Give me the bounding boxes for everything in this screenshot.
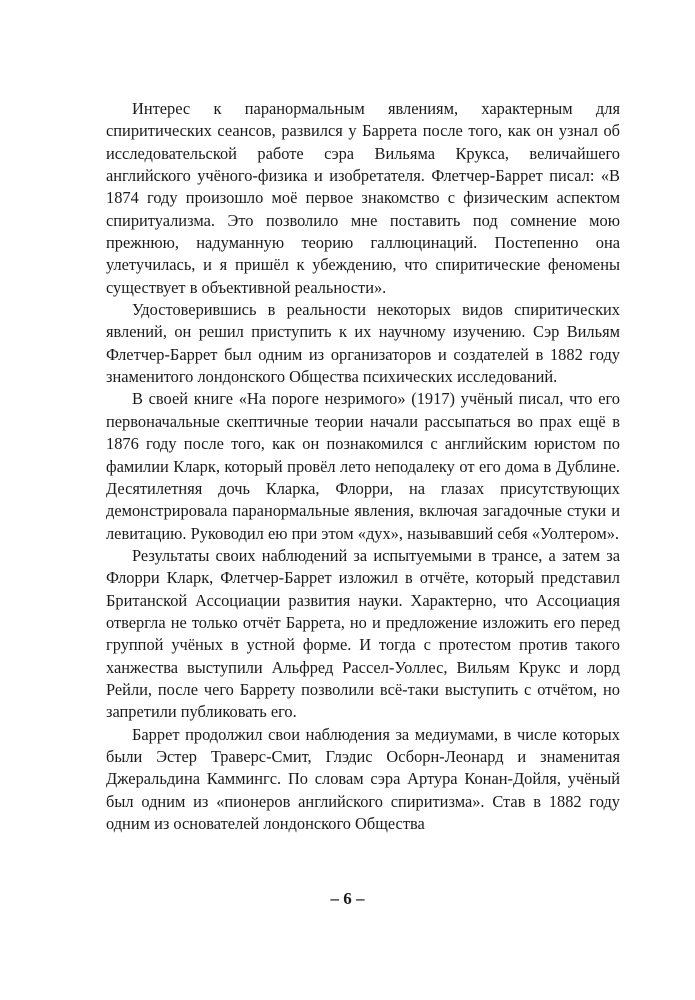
paragraph-4: Результаты своих наблюдений за испытуемыми в трансе, а затем за Флорри Кларк, Флетчер-Баррет изложил в отчёте, который представил Британской Ассоциации развития науки. Характерно, что Ассоциация отвергла не только отчёт Баррета, но и предложение изложить его перед группой учёных в устной форме. И тогда с протестом против такого ханжества выступили Альфред Рассел-Уоллес, Вильям Крукс и лорд Рейли, после чего Баррету позволили всё-таки выступить с отчётом, но запретили публиковать его. <box>106 545 620 722</box>
page-number: – 6 – <box>330 889 365 908</box>
paragraph-1: Интерес к паранормальным явлениям, характерным для спиритических сеансов, развился у Баррета после того, как он узнал об исследовательской работе сэра Вильяма Крукса, величайшего английского учёного-физика и изобретателя. Флетчер-Баррет писал: «В 1874 году произошло моё первое знакомство с физическим аспектом спиритуализма. Это позволило мне поставить под сомнение мою прежнюю, надуманную теорию галлюцинаций. Постепенно она улетучилась, и я пришёл к убеждению, что спиритические феномены существует в объективной реальности». <box>106 99 620 297</box>
paragraph-3: В своей книге «На пороге незримого» (1917) учёный писал, что его первоначальные скептичные теории начали рассыпаться во прах ещё в 1876 году после того, как он познакомился с английским юристом по фамилии Кларк, который провёл лето неподалеку от его дома в Дублине. Десятилетняя дочь Кларка, Флорри, на глазах присутствующих демонстрировала паранормальные явления, включая загадочные стуки и левитацию. Руководил ею при этом «дух», называвший себя «Уолтером». <box>106 389 620 543</box>
paragraph-2: Удостоверившись в реальности некоторых видов спиритических явлений, он решил приступить к их научному изучению. Сэр Вильям Флетчер-Баррет был одним из организаторов и создателей в 1882 году знаменитого лондонского Общества психических исследований. <box>106 300 620 387</box>
paragraph-5: Баррет продолжил свои наблюдения за медиумами, в числе которых были Эстер Траверс-Смит, Глэдис Осборн-Леонард и знаменитая Джеральдина Каммингс. По словам сэра Артура Конан-Дойля, учёный был одним из «пионеров английского спиритизма». Став в 1882 году одним из основателей лондонского Общества <box>106 724 620 833</box>
document-body <box>106 98 620 835</box>
